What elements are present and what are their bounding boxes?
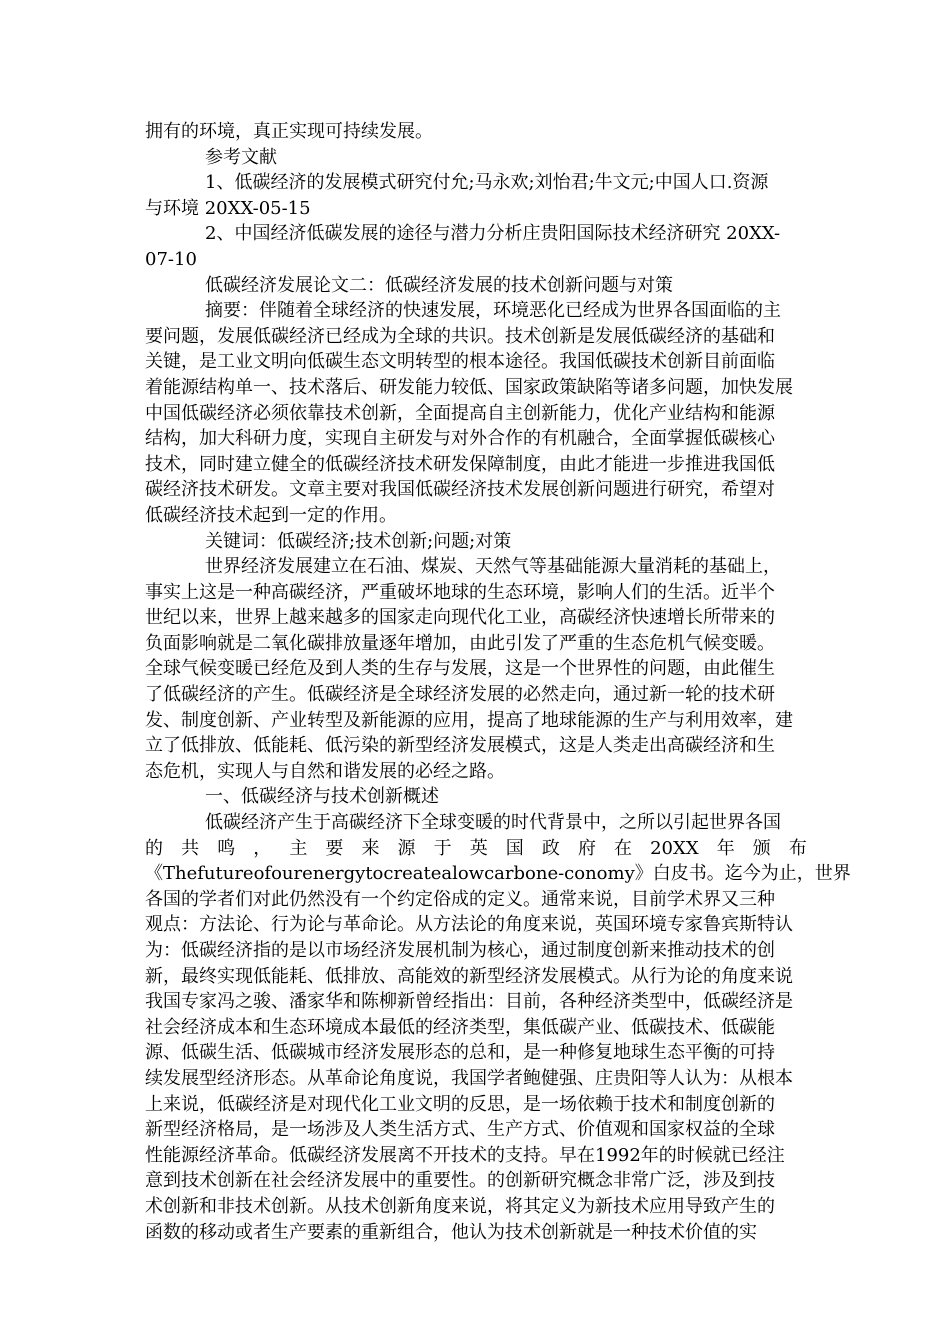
abstract-line: 结构，加大科研力度，实现自主研发与对外合作的有机融合，全面掌握低碳核心 xyxy=(145,428,775,450)
justified-word: 20XX xyxy=(650,837,699,859)
body-text-line: 函数的移动或者生产要素的重新组合，他认为技术创新就是一种技术价值的实 xyxy=(145,1221,757,1243)
body-text-line: 各国的学者们对此仍然没有一个约定俗成的定义。通常来说，目前学术界又三种 xyxy=(145,888,775,910)
justified-word: 来 xyxy=(361,837,380,859)
justified-word: 布 xyxy=(788,837,807,859)
body-text-line: 态危机，实现人与自然和谐发展的必经之路。 xyxy=(145,760,505,782)
body-text-line: 为：低碳经济指的是以市场经济发展机制为核心，通过制度创新来推动技术的创 xyxy=(145,940,775,961)
body-text-line: 发、制度创新、产业转型及新能源的应用，提高了地球能源的生产与利用效率，建 xyxy=(145,709,793,731)
body-text-line: 源、低碳生活、低碳城市经济发展形态的总和，是一种修复地球生态平衡的可持 xyxy=(145,1042,775,1064)
justified-word: 主 xyxy=(289,837,308,859)
body-text-line: 了低碳经济的产生。低碳经济是全球经济发展的必然走向，通过新一轮的技术研 xyxy=(145,684,775,706)
body-text-line: 续发展型经济形态。从革命论角度说，我国学者鲍健强、庄贵阳等人认为：从根本 xyxy=(145,1067,793,1089)
justified-word: 颁 xyxy=(752,837,771,859)
justified-word: 鸣 xyxy=(217,837,236,859)
justified-word: 府 xyxy=(577,837,596,859)
reference-item-cont: 与环境 20XX-05-15 xyxy=(145,197,311,219)
abstract-line: 中国低碳经济必须依靠技术创新，全面提高自主创新能力，优化产业结构和能源 xyxy=(145,402,775,424)
reference-item-cont: 07-10 xyxy=(145,248,197,270)
body-text-line: 事实上这是一种高碳经济，严重破坏地球的生态环境，影响人们的生活。近半个 xyxy=(145,581,775,603)
justified-word: 政 xyxy=(541,837,560,859)
body-text-line: 性能源经济革命。低碳经济发展离不开技术的支持。早在1992年的时候就已经注 xyxy=(145,1144,785,1166)
reference-item: 2、中国经济低碳发展的途径与潜力分析庄贵阳国际技术经济研究 20XX- xyxy=(205,223,781,245)
abstract-line: 技术，同时建立健全的低碳经济技术研发保障制度，由此才能进一步推进我国低 xyxy=(145,453,775,475)
body-text-line: 拥有的环境，真正实现可持续发展。 xyxy=(145,121,433,142)
justified-word: 的 xyxy=(145,837,163,859)
body-text-line: 社会经济成本和生态环境成本最低的经济类型，集低碳产业、低碳技术、低碳能 xyxy=(145,1016,775,1038)
abstract-line: 关键，是工业文明向低碳生态文明转型的根本途径。我国低碳技术创新目前面临 xyxy=(145,351,775,373)
reference-item: 1、低碳经济的发展模式研究付允;马永欢;刘怡君;牛文元;中国人口.资源 xyxy=(205,172,769,194)
justified-word: 于 xyxy=(433,837,452,859)
body-text-line: 负面影响就是二氧化碳排放量逐年增加，由此引发了严重的生态危机气候变暖。 xyxy=(145,632,775,654)
document-page xyxy=(145,119,851,1245)
article-title: 低碳经济发展论文二：低碳经济发展的技术创新问题与对策 xyxy=(205,274,673,296)
body-text-line: 《Thefutureofourenergytocreatealowcarbone-conomy》白皮书。迄今为止，世界 xyxy=(145,863,851,885)
body-text-line: 术创新和非技术创新。从技术创新角度来说，将其定义为新技术应用导致产生的 xyxy=(145,1195,775,1217)
justified-word: 国 xyxy=(505,837,524,859)
body-text-line: 立了低排放、低能耗、低污染的新型经济发展模式，这是人类走出高碳经济和生 xyxy=(145,735,775,757)
justified-line xyxy=(145,836,807,862)
references-heading: 参考文献 xyxy=(205,146,277,168)
abstract-line: 着能源结构单一、技术落后、研发能力较低、国家政策缺陷等诸多问题，加快发展 xyxy=(145,376,793,398)
justified-word: 英 xyxy=(469,837,488,859)
abstract-line: 要问题，发展低碳经济已经成为全球的共识。技术创新是发展低碳经济的基础和 xyxy=(145,325,775,347)
body-text-line: 低碳经济产生于高碳经济下全球变暖的时代背景中，之所以引起世界各国 xyxy=(205,812,781,834)
body-text-line: 意到技术创新在社会经济发展中的重要性。的创新研究概念非常广泛，涉及到技 xyxy=(145,1170,775,1192)
body-text-line: 新，最终实现低能耗、低排放、高能效的新型经济发展模式。从行为论的角度来说 xyxy=(145,965,793,987)
section-heading: 一、低碳经济与技术创新概述 xyxy=(205,786,439,808)
body-text-line: 新型经济格局，是一场涉及人类生活方式、生产方式、价值观和国家权益的全球 xyxy=(145,1119,775,1141)
abstract-line: 低碳经济技术起到一定的作用。 xyxy=(145,504,397,526)
keywords-line: 关键词：低碳经济;技术创新;问题;对策 xyxy=(205,530,512,552)
body-text-line: 世纪以来，世界上越来越多的国家走向现代化工业，高碳经济快速增长所带来的 xyxy=(145,607,775,629)
abstract-line: 摘要：伴随着全球经济的快速发展，环境恶化已经成为世界各国面临的主 xyxy=(205,300,781,322)
justified-word: 年 xyxy=(716,837,735,859)
body-text-line: 世界经济发展建立在石油、煤炭、天然气等基础能源大量消耗的基础上， xyxy=(205,556,781,578)
body-text-line: 我国专家冯之骏、潘家华和陈柳新曾经指出：目前，各种经济类型中，低碳经济是 xyxy=(145,991,793,1013)
body-text-line: 观点：方法论、行为论与革命论。从方法论的角度来说，英国环境专家鲁宾斯特认 xyxy=(145,914,793,936)
justified-word: 在 xyxy=(614,837,633,859)
body-text-line: 上来说，低碳经济是对现代化工业文明的反思，是一场依赖于技术和制度创新的 xyxy=(145,1093,775,1115)
body-text-line: 全球气候变暖已经危及到人类的生存与发展，这是一个世界性的问题，由此催生 xyxy=(145,658,775,680)
justified-word: 源 xyxy=(397,837,416,859)
justified-word: 共 xyxy=(181,837,200,859)
abstract-line: 碳经济技术研发。文章主要对我国低碳经济技术发展创新问题进行研究，希望对 xyxy=(145,479,775,501)
justified-word: 要 xyxy=(325,837,344,859)
justified-word: ， xyxy=(253,837,272,859)
